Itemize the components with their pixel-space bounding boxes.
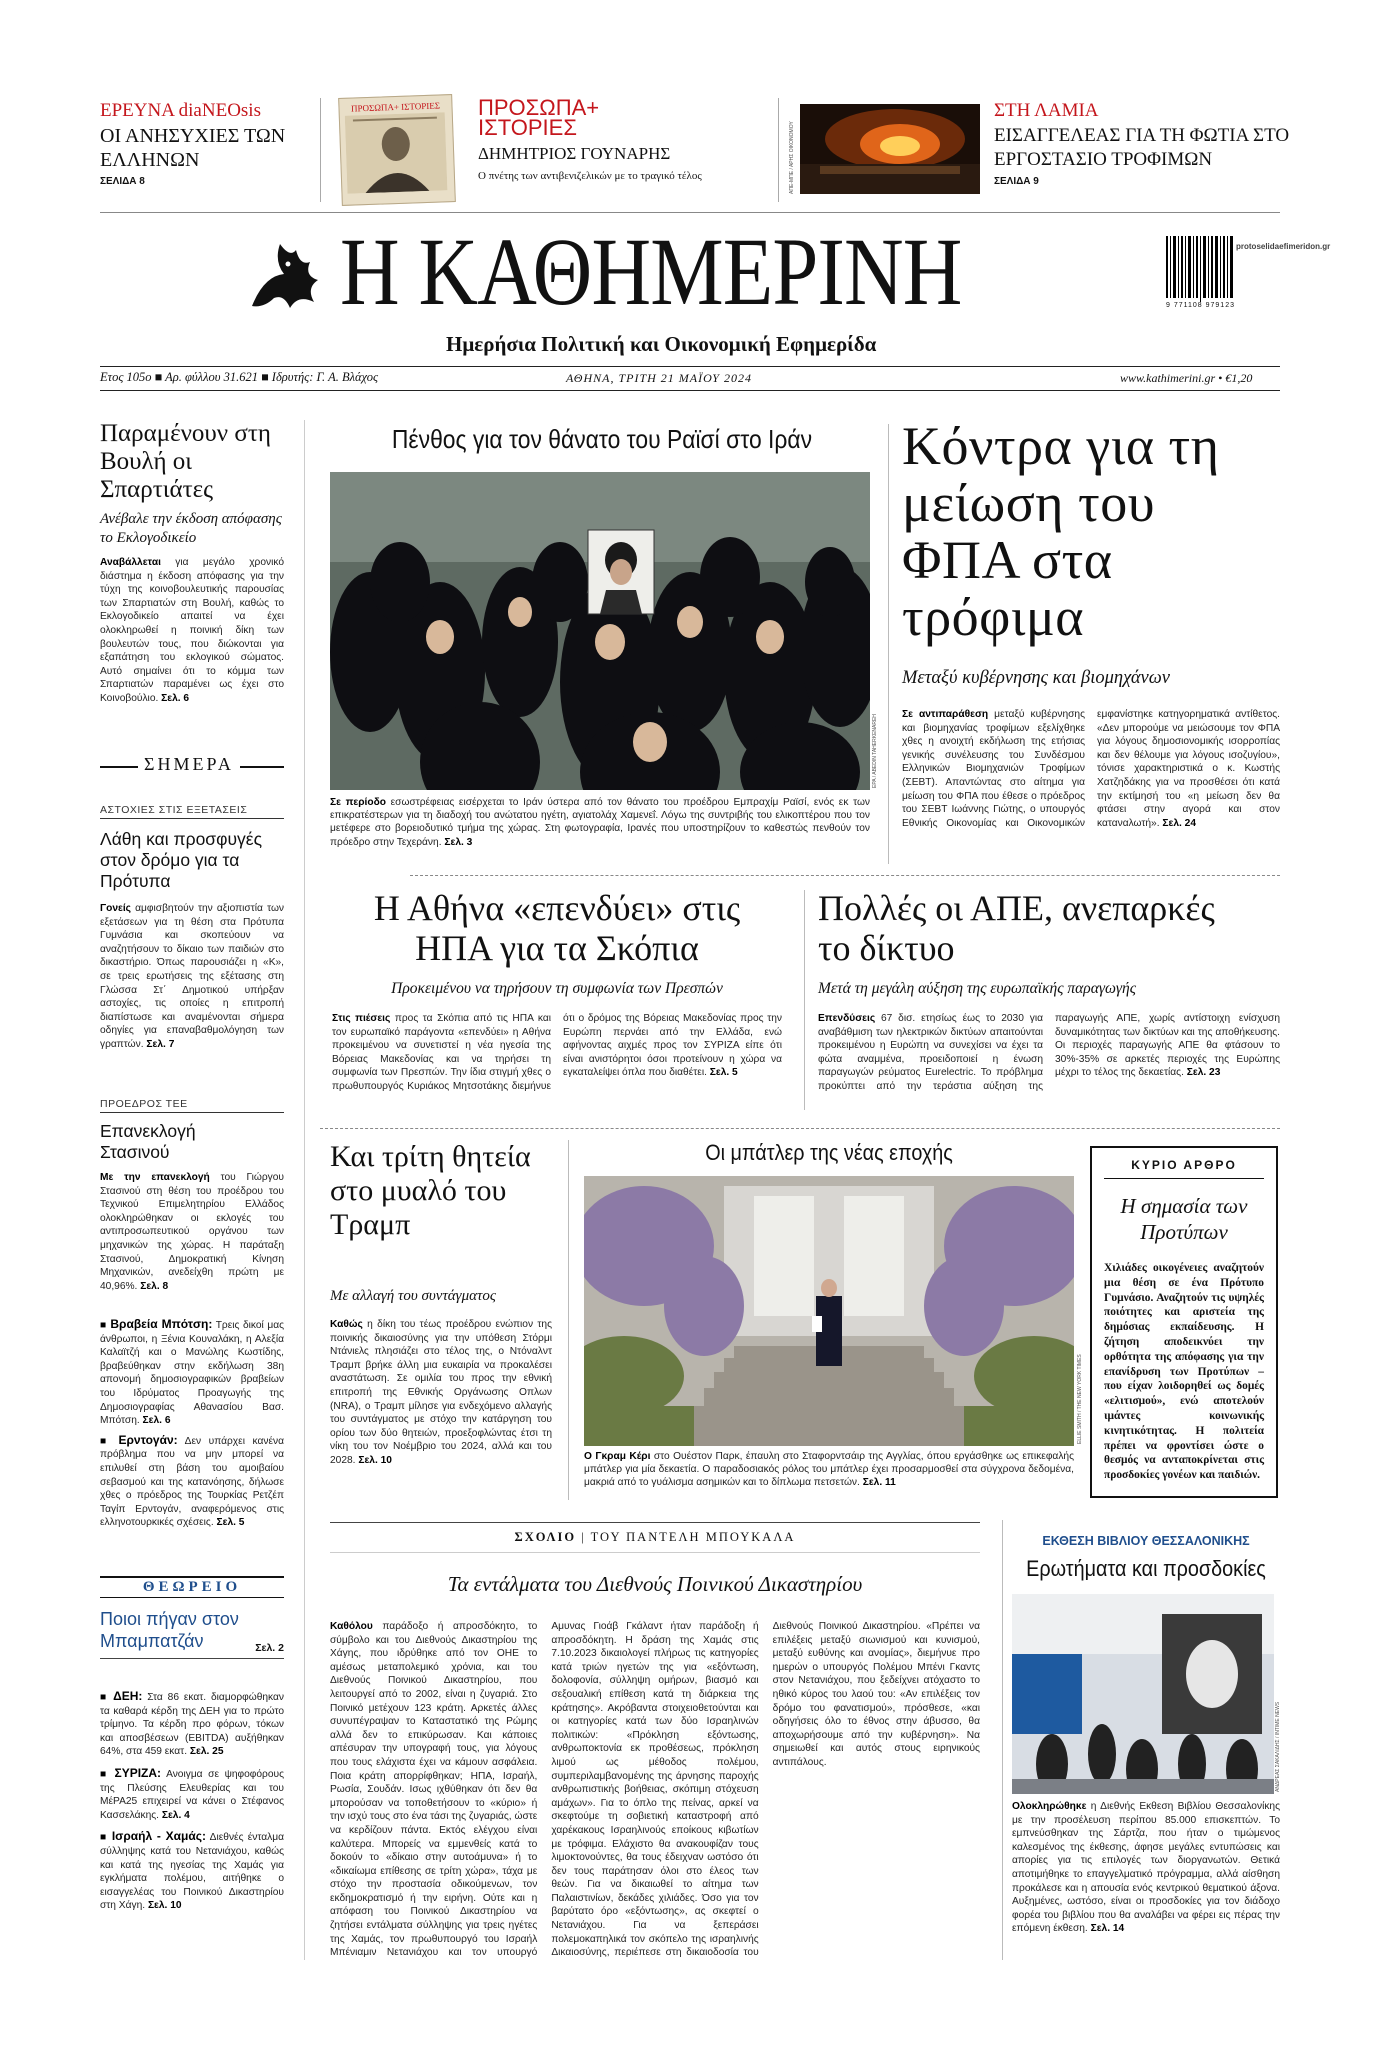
skopia-body (332, 1012, 782, 1116)
section-label: ΘΕΩΡΕΙΟ (142, 1579, 242, 1595)
brief-body: Δεν υπάρχει κανένα πρόβλημα που να μην μπορεί να επιλυθεί στη βάση του αμοιβαίου σεβασμού και της κατανόησης, δήλωσε χθες ο πρόεδρος της Τουρκίας Ρετζέπ Ταγίπ Ερντογάν, αναφερόμενος στις ελληνοτουρκικές σχέσεις. (100, 1435, 285, 1529)
comment-body (330, 1620, 980, 1960)
story-lead: Καθόλου (330, 1621, 373, 1632)
story-lead: Με την επανεκλογή (100, 1172, 210, 1183)
teaser-kicker: ΠΡΟΣΩΠΑ+ ΙΣΤΟΡΙΕΣ (478, 95, 600, 140)
brief-lead: Ισραήλ - Χαμάς: (111, 1829, 206, 1844)
teaser-page: ΣΕΛΙΔΑ 9 (994, 176, 1039, 187)
caption-body: στο Ουέστον Παρκ, έπαυλη στο Σταφορντσάιρ της Αγγλίας, όπου εργάσθηκε ως επικεφαλής μπάτλερ για μία δεκαετία. Ο παραδοσιακός ρόλος του μπάτλερ έχει προσαρμοσθεί στα σύγχρονα δεδομένα, μακριά από το γυάλισμα ασημικών και το δίπλωμα πετσετών. (584, 1451, 1074, 1489)
babatzan-story[interactable] (100, 1608, 284, 1659)
story-label: ΑΣΤΟΧΙΕΣ ΣΤΙΣ ΕΞΕΤΑΣΕΙΣ (100, 804, 284, 819)
thumbnail-label: ΠΡΟΣΩΠΑ+ ΙΣΤΟΡΙΕΣ (350, 100, 441, 114)
butler-photo (584, 1176, 1074, 1446)
barcode-number: 9 771108 979123 (1166, 302, 1235, 309)
brief-item[interactable]: ■ Βραβεία Μπότση: Τρεις δικοί μας άνθρωποι, η Ξένια Κουναλάκη, η Αλεξία Καλαϊτζή και ο Μανώλης Κωστίδης, βραβεύθηκαν στην εκδήλωση 38η απονομή δημοσιογραφικών βραβείων του Ιδρύματος Προαγωγής της Δημοσιογραφίας Αθανασίου Βασ. Μπότση. Σελ. 6 (100, 1317, 284, 1427)
fpa-body (902, 708, 1280, 864)
page-ref[interactable]: Σελ. 5 (216, 1517, 245, 1529)
story-title: Ποιοι πήγαν στον Μπαμπατζάν (100, 1609, 239, 1651)
editorial-body: Χιλιάδες οικογένειες αναζητούν μια θέση σε ένα Πρότυπο Γυμνάσιο. Αναζητούν τις υψηλές ποιότητες και αριστεία της δημόσιας εκπαίδευσης. Η ζήτηση αποδεικνύει την ορθότητα της απόφασης για την επανίδρυση των Προτύπων – που είχαν λοιδορηθεί ως δομές «ελιτισμού», ενώ αποτελούν ιμάντες κοινωνικής κινητικότητας. Η πολιτεία πρέπει να φροντίσει ώστε ο θεσμός να ανταποκρίνεται στις προσδοκίες γονέων και παιδιών. (1104, 1262, 1264, 1482)
story-lead: Καθώς (330, 1319, 363, 1330)
story-body: για μεγάλο χρονικό διάστημα η έκδοση απόφασης για την τύχη της κοινοβουλευτικής παρουσίας των Σπαρτιατών στη Βουλή, καθώς το Εκλογοδικείο απαιτεί να έχει ολοκληρωθεί η ποινική δίκη των βουλευτών τους, που διώκονται για εξαπάτηση του εκλογικού σώματος. Αυτό σημαίνει ότι το κόμμα των Σπαρτιατών παραμένει ως έχει στο Κοινοβούλιο. (100, 557, 284, 704)
exams-story[interactable] (100, 804, 284, 1052)
teaser-thumbnail[interactable] (338, 94, 456, 206)
page-ref[interactable]: Σελ. 6 (142, 1415, 171, 1427)
portrait-image (345, 112, 448, 193)
book-label: ΕΚΘΕΣΗ ΒΙΒΛΙΟΥ ΘΕΣΣΑΛΟΝΙΚΗΣ (1042, 1534, 1250, 1548)
factory-fire-photo (800, 104, 980, 194)
brief-item[interactable]: ■ ΣΥΡΙΖΑ: Ανοιγμα σε ψηφοφόρους της Πλεύσης Ελευθερίας και του ΜέΡΑ25 επιχειρεί να κάνει ο Στέφανος Κασσελάκης. Σελ. 4 (100, 1765, 284, 1821)
story-lead: Σε αντιπαράθεση (902, 709, 989, 720)
teaser-title: ΕΙΣΑΓΓΕΛΕΑΣ ΓΙΑ ΤΗ ΦΩΤΙΑ ΣΤΟ ΕΡΓΟΣΤΑΣΙΟ ΤΡΟΦΙΜΩΝ (994, 125, 1290, 170)
teaser-title: ΔΗΜΗΤΡΙΟΣ ΓΟΥΝΑΡΗΣ (478, 144, 671, 163)
iran-headline[interactable]: Πένθος για τον θάνατο του Ραϊσί στο Ιράν (391, 424, 813, 454)
fpa-deck: Μεταξύ κυβέρνησης και βιομηχάνων (902, 668, 1171, 688)
fpa-headline[interactable]: Κόντρα για τη μείωση του ΦΠΑ στα τρόφιμα (902, 416, 1220, 647)
barcode-bars (1166, 236, 1234, 302)
trump-body (330, 1318, 552, 1468)
ape-body (818, 1012, 1280, 1116)
comment-title[interactable]: Τα εντάλματα του Διεθνούς Ποινικού Δικαστηρίου (447, 1572, 863, 1596)
butler-caption (584, 1450, 1074, 1490)
section-label: ΣΗΜΕΡΑ (138, 754, 240, 775)
teaser-title: ΟΙ ΑΝΗΣΥΧΙΕΣ ΤΩΝ ΕΛΛΗΝΩΝ (100, 125, 286, 171)
iran-caption (330, 796, 870, 849)
theoreio-header (100, 1576, 284, 1598)
brief-body: Στα 86 εκατ. διαμορφώθηκαν τα καθαρά κέρδη της ΔΕΗ για το πρώτο τρίμηνο. Τα κέρδη προ φόρων, τόκων και αποσβέσεων (EBITDA) αυξήθηκαν 64%, στα 459 εκατ. (100, 1692, 284, 1758)
skopia-deck: Προκειμένου να τηρήσουν τη συμφωνία των Πρεσπών (391, 980, 723, 997)
teaser-kicker-brand: diaNEOsis (178, 100, 261, 121)
masthead-tagline: Ημερήσια Πολιτική και Οικονομική Εφημερίδα (446, 332, 877, 356)
page-ref[interactable]: Σελ. 23 (1186, 1067, 1221, 1079)
page-ref[interactable]: Σελ. 14 (1090, 1923, 1125, 1935)
caption-body: η Διεθνής Εκθεση Βιβλίου Θεσσαλονίκης με την προσέλευση περίπου 85.000 επισκεπτών. Το εμπνεύσθηκαν της Σάρτζα, που ήταν ο τιμώμενος καλεσμένος της έκθεσης, άφησε μεγάλες εντυπώσεις και απορίες για τις επιλογές των διοργανωτών. Θετικά αποτιμήθηκε το επαγγελματικό πρόγραμμα, αλλά αίσθηση προκάλεσε και η απουσία ενός κεντρικού θεματικού άξονα. Αυξημένες, ωστόσο, είναι οι προσδοκίες για τον διάδοχο φορέα του βιβλίου που θα αναλάβει να φέρει εις πέρας την επόμενη έκθεση. (1012, 1801, 1280, 1935)
photo-credit: ELLIE SMITH / THE NEW YORK TIMES (1077, 1354, 1083, 1444)
story-lead: Ολοκληρώθηκε (1012, 1801, 1087, 1812)
photo-credit: ΑΠΕ-ΜΠΕ / ΑΡΗΣ ΟΙΚΟΝΟΜΟΥ (789, 121, 795, 194)
trump-headline[interactable]: Και τρίτη θητεία στο μυαλό του Τραμπ (330, 1140, 531, 1241)
iran-mourning-photo (330, 472, 870, 790)
story-body: η δίκη του τέως προέδρου ενώπιον της ποινικής δικαιοσύνης για την υπόθεση Στόρμι Ντάνιελς πλησιάζει στο τέλος της, ο Ντόναλντ Τραμπ βρήκε άλλη μια ευκαιρία να προκαλέσει αναστάτωση. Σε ομιλία του προς την εθνική επιτροπή της Εθνικής Οργάνωσης Οπλων (NRA), ο Τραμπ μίλησε για ενδεχόμενο αλλαγής του συντάγματος με στόχο την κατάργηση του ορίου των δύο θητειών, προεξοφλώντας έτσι τη νίκη του τον Νοέμβριο του 2024, αλλά και του 2028. (330, 1319, 552, 1466)
story-body: 67 δισ. ετησίως έως το 2030 για αναβάθμιση των ηλεκτρικών δικτύων απαιτούνται προκειμένου η Ευρώπη να συνεχίσει να έχει τα φώτα αναμμένα, προειδοποιεί η ένωση παραγωγών ρεύματος Eurelectric. Το πρόβλημα προκύπτει από την τεράστια αύξηση της παραγωγής ΑΠΕ, χωρίς αντίστοιχη ενίσχυση δυναμικότητας των δικτύων και της αποθήκευσης. Οι περιοχές παραγωγής ΑΠΕ θα φτάσουν το 30%-35% σε αρκετές περιοχές της Ευρώπης μέχρι το τέλος της δεκαετίας. (818, 1013, 1280, 1092)
editorial-box[interactable] (1090, 1146, 1278, 1498)
teaser-page: ΣΕΛΙΔΑ 8 (100, 176, 145, 187)
story-title: Επανεκλογή Στασινού (100, 1121, 196, 1162)
story-lead: Γονείς (100, 903, 131, 914)
website-price[interactable]: www.kathimerini.gr • €1,20 (1120, 371, 1253, 385)
teaser-prosopa[interactable] (478, 95, 758, 182)
griffin-logo-icon (244, 236, 330, 316)
page-ref[interactable]: Σελ. 10 (358, 1454, 392, 1466)
brief-lead: Βραβεία Μπότση: (110, 1317, 213, 1331)
simera-header (100, 754, 284, 778)
teaser-diaNEOsis[interactable] (100, 100, 310, 187)
story-title: Παραμένουν στη Βουλή οι Σπαρτιάτες (100, 420, 271, 503)
brief-body: Διεθνές ένταλμα σύλληψης κατά του Νετανιάχου, καθώς και κατά της ηγεσίας της Χαμάς για εγκλήματα πολέμου, αιτήθηκε ο εισαγγελέας του Ποινικού Δικαστηρίου στη Χάγη. (100, 1832, 284, 1912)
barcode-site: protoselidaefimeridon.gr (1236, 242, 1331, 251)
brief-lead: ΔΕΗ: (113, 1689, 143, 1703)
masthead-title: Η ΚΑΘΗΜΕΡΙΝΗ (340, 218, 962, 325)
brief-item[interactable]: ■ Ερντογάν: Δεν υπάρχει κανένα πρόβλημα που να μην μπορεί να επιλυθεί στη βάση του αμοιβαίου σεβασμού και της κατανόησης, δήλωσε χθες ο πρόεδρος της Τουρκίας Ρετζέπ Ταγίπ Ερντογάν, αναφερόμενος στις ελληνοτουρκικές σχέσεις. Σελ. 5 (100, 1432, 285, 1529)
story-title: Λάθη και προσφυγές στον δρόμο για τα Πρότυπα (100, 829, 263, 891)
story-label: ΠΡΟΕΔΡΟΣ ΤΕΕ (100, 1098, 284, 1113)
comment-author: ΤΟΥ ΠΑΝΤΕΛΗ ΜΠΟΥΚΑΛΑ (590, 1530, 796, 1544)
brief-item[interactable]: ■ ΔΕΗ: Στα 86 εκατ. διαμορφώθηκαν τα καθαρά κέρδη της ΔΕΗ για το πρώτο τρίμηνο. Τα κέρδη προ φόρων, τόκων και αποσβέσεων (EBITDA) αυξήθηκαν 64%, στα 459 εκατ. Σελ. 25 (100, 1689, 284, 1758)
tee-story[interactable] (100, 1098, 284, 1293)
page-ref[interactable]: Σελ. 7 (146, 1038, 175, 1050)
ape-deck: Μετά τη μεγάλη αύξηση της ευρωπαϊκής παραγωγής (818, 980, 1137, 997)
book-headline[interactable]: Ερωτήματα και προσδοκίες (1026, 1556, 1266, 1581)
brief-lead: ΣΥΡΙΖΑ: (114, 1765, 162, 1780)
butler-headline[interactable]: Οι μπάτλερ της νέας εποχής (705, 1140, 953, 1165)
story-lead: Στις πιέσεις (332, 1013, 391, 1024)
story-body: του Γιώργου Στασινού στη θέση του προέδρου του Τεχνικού Επιμελητηρίου Ελλάδος ολοκληρώθηκαν οι εκλογές του αντιπροσωπευτικού οργάνου των μηχανικών της χώρας. Η παράταξη Στασινού, Δημοκρατική Κίνηση Μηχανικών, ανεδείχθη πρώτη με 40,96%. (100, 1172, 284, 1292)
story-deck: Ανέβαλε την έκδοση απόφασης το Εκλογοδικείο (100, 511, 282, 546)
page-ref[interactable]: Σελ. 8 (140, 1280, 169, 1292)
page-ref[interactable]: Σελ. 5 (709, 1067, 738, 1079)
issue-info: Ετος 105ο ■ Αρ. φύλλου 31.621 ■ Ιδρυτής: Γ. Α. Βλάχος (100, 370, 379, 384)
page-ref[interactable]: Σελ. 25 (189, 1746, 224, 1758)
trump-deck: Με αλλαγή του συντάγματος (330, 1288, 496, 1304)
photo-credit: ΑΝΔΡΕΑΣ ΣΑΚΑΛΙΔΗΣ / INTIME NEWS (1275, 1701, 1281, 1792)
story-lead: Αναβάλλεται (100, 557, 161, 568)
teaser-sub: Ο πνέτης των αντιβενιζελικών με το τραγικό τέλος (478, 170, 702, 182)
comment-label: ΣΧΟΛΙΟ | ΤΟΥ ΠΑΝΤΕΛΗ ΜΠΟΥΚΑΛΑ (514, 1530, 796, 1544)
book-fair-photo (1012, 1594, 1274, 1794)
page-ref[interactable]: Σελ. 3 (444, 836, 473, 848)
editorial-title: Η σημασία των Προτύπων (1120, 1194, 1248, 1244)
story-body: μεταξύ κυβέρνησης και βιομηχανίας τροφίμων εξελίχθηκε χθες η ανοιχτή εκδήλωση της ετήσιας γενικής συνέλευσης του Συνδέσμου Ελληνικών Βιομηχανιών Τροφίμων (ΣΕΒΤ). Απαντώντας στο αίτημα για μείωση του ΦΠΑ που έθεσε ο πρόεδρος του ΣΕΒΤ Ιωάννης Γιώτης, ο υπουργός Εθνικής Οικονομίας και Οικονομικών εμφανίστηκε κατηγορηματικά αντίθετος. «Δεν μπορούμε να μειώσουμε τον ΦΠΑ για λόγους δημοσιονομικής ισορροπίας και δεν θέλουμε για λόγους ισοζυγίου», τόνισε χαρακτηριστικά ο κ. Κωστής Χατζηδάκης για να προσθέσει ότι κατά την εκτίμησή του «η μείωση δεν θα φτάσει στην αγορά και στον καταναλωτή». (902, 709, 1280, 829)
brief-body: Τρεις δικοί μας άνθρωποι, η Ξένια Κουναλάκη, η Αλεξία Καλαϊτζή και ο Μανώλης Κωστίδης, βραβεύθηκαν στην εκδήλωση 38η απονομή δημοσιογραφικών βραβείων του Ιδρύματος Προαγωγής της Δημοσιογραφίας Αθανασίου Βασ. Μπότση. (100, 1320, 284, 1427)
story-body: αμφισβητούν την αξιοπιστία των εξετάσεων για τη θέση στα Πρότυπα Γυμνάσια και σκοπεύουν να αναζητήσουν το δίκαιο των παιδιών στο δικαστήριο. Όπως παρουσιάζει η «Κ», σε τρεις ερωτήσεις της εξέτασης στη Γλώσσα Στ΄ Δημοτικού υπήρξαν αστοχίες, τις οποίες η επιτροπή διαπίστωσε και αναμένονται σήμερα οδηγίες για επαναβαθμολόγηση των γραπτών. (100, 903, 284, 1050)
page-ref[interactable]: Σελ. 11 (862, 1477, 896, 1489)
brief-item[interactable]: ■ Ισραήλ - Χαμάς: Διεθνές ένταλμα σύλληψης κατά του Νετανιάχου, καθώς και κατά της ηγεσίας της Χαμάς για εγκλήματα πολέμου, αιτήθηκε ο εισαγγελέας του Ποινικού Δικαστηρίου στη Χάγη. Σελ. 10 (100, 1829, 284, 1912)
teaser-kicker: ΕΡΕΥΝΑ (100, 100, 179, 121)
page-ref[interactable]: Σελ. 4 (161, 1809, 190, 1821)
brief-lead: Ερντογάν: (118, 1432, 178, 1447)
briefs-list (100, 1318, 284, 1530)
photo-credit: EPA / ABEDIN TAHERKENAREH (872, 714, 878, 788)
book-caption (1012, 1800, 1280, 1936)
page-ref[interactable]: Σελ. 6 (161, 692, 190, 704)
page-ref[interactable]: Σελ. 10 (147, 1900, 182, 1912)
story-body: προς τα Σκόπια από τις ΗΠΑ και τον ευρωπαϊκό παράγοντα «επενδύει» η Αθήνα προκειμένου να συνετιστεί η νέα ηγεσία της Βόρειας Μακεδονίας και να τηρήσει τη συμφωνία των Πρεσπών. Την ίδια στιγμή χθες ο πρωθυπουργός Κυριάκος Μητσοτάκης διεμήνυε ότι ο δρόμος της Βόρειας Μακεδονίας προς την Ευρώπη περνάει από την Ελλάδα, ενώ αφήνοντας αιχμές προς τον ΣΥΡΙΖΑ είπε ότι είναι ανιστόρητοι όσοι προτείνουν η χώρα να εγκαταλείψει όπλα που διαθέτει. (332, 1013, 782, 1092)
page-ref[interactable]: Σελ. 24 (1162, 817, 1197, 829)
sparti-story[interactable] (100, 420, 284, 706)
page-ref[interactable]: Σελ. 2 (255, 1642, 284, 1654)
issue-date: ΑΘΗΝΑ, ΤΡΙΤΗ 21 ΜΑΪΟΥ 2024 (566, 371, 752, 385)
barcode (1166, 236, 1331, 312)
skopia-headline[interactable]: Η Αθήνα «επενδύει» στις ΗΠΑ για τα Σκόπια (373, 888, 741, 968)
brief-body: Ανοιγμα σε ψηφοφόρους της Πλεύσης Ελευθερίας και του ΜέΡΑ25 επιχειρεί να κάνει ο Στέφανος Κασσελάκης. (100, 1768, 284, 1821)
ape-headline[interactable]: Πολλές οι ΑΠΕ, ανεπαρκές το δίκτυο (818, 888, 1215, 968)
story-body: παράδοξο ή απροσδόκητο, το σύμβολο και του Διεθνούς Δικαστηρίου της Χάγης, που ιδρύθηκε από τον ΟΗΕ το αμέσως μεταπολεμικό χρόνια, και του Διεθνούς Ποινικού Δικαστηρίου, που λειτουργεί από το 2002, είναι η ζυγαριά. Στο Ποινικό μετέχουν 123 κράτη. Αρκετές άλλες συνυπέγραψαν το Καταστατικό της Ρώμης αλλά δεν το επικύρωσαν. Και κάποιες απέσυραν την υπογραφή τους, για λόγους που τους ελάχιστα έχει να κάμουν ασφάλεια. Ποια κράτη απορρίφθηκαν; ΗΠΑ, Ισραήλ, Ρωσία, Σουδάν. Ισως ιχθύθηκαν ότι δεν θα μπορούσαν να τοποθετήσουν το «κύριο» ή την ισχύ τους στο ένα τάσι της ζυγαριάς, ώστε να κερδίζουν πάντα. Εκτός ελέγχου είναι καλύτερα. Μπορείς να εμμενθείς κατά το δοκούν το «δίκαιο στην αυτοάμυνα» ή το «δικαίωμα επίθεσης σε τρίτη χώρα», τάχα με στόχο την προστασία οδικούμενων, τον εκδημοκρατισμό ή την ειρήνη. Ούτε και η απόφαση του Ποινικού Δικαστηρίου να ζητήσει εντάλματα σύλληψης για τρεις ηγέτες της Χαμάς, τον πρωθυπουργό του Ισραήλ Μπένιαμιν Νετανιάχου και τον υπουργό Αμυνας Γιοάβ Γκάλαντ ήταν παράδοξη ή απροσδόκητη. Η δράση της Χαμάς στις 7.10.2023 δικαιολογεί πλήρως τις κατηγορίες κατά τριών ηγετών της για «εξόντωση, δολοφονία, σύλληψη ομήρων, βιασμό και σεξουαλική επίθεση κατά τη διάρκεια της κράτησης». Ακρόβαντα στοιχειοθετούνται και οι κατηγορίες κατά των δύο Ισραηλινών πολιτικών: «Πρόκληση εξόντωσης, ανθρωποκτονία εκ προθέσεως, πρόκληση λιμού ως μέθοδος πολέμου, συμπεριλαμβανομένης της άρνησης παροχής ανθρωπιστικής βοήθειας, σκόπιμη στόχευση αμάχων». Για το όπλο της πείνας, αρκεί να σκεφτούμε τη σοβιετική καταστροφή από χαρέκακους Ισραηλινούς εποίκους κιβωτίων με τρόφιμα. Ελάχιστο θα ανακουφίζαν τους λιμοκτονούντες, θα τους έδειχναν ωστόσο ότι δεν τους παράτησαν όλοι στο έλεος των θεών. Για να δικαιωθεί το αίτημα των Παλαιστινίων, δεκάδες χιλιάδες. Όσο για τον βαρύτατο όρο «εξόντωσης», ας σκεφτεί ο Νετανιάχου. Για να ξεπεράσει πολεμοκαπηλικά τον σκόπελο της ισραηλινής Δικαιοσύνης, περιέπεσε στη δικαιοδοσία του Διεθνούς Ποινικού Δικαστηρίου. «Πρέπει να επιλέξεις μεταξύ σιωνισμού και κυνισμού, μεταξύ ευθύνης και ανομίας», διεμήνυε προ ημερών ο υπουργός Πολέμου Μπένι Γκαντς στον Νετανιάχου, που ξεδείχνει ατόχαστο το ηθικό κύρος του λαού του: «Αν επιλέξεις τον δρόμο του φανατισμού», πρόσθεσε, «και οδηγήσεις όλο το έθνος στην άβυσσο, θα αποχωρήσουμε από την κυβέρνηση». Να σημειωθεί και αυτός στους ειρηνικούς αντιπάλους. (330, 1621, 980, 1959)
editorial-label: ΚΥΡΙΟ ΑΡΘΡΟ (1104, 1158, 1264, 1179)
briefs-list-2 (100, 1690, 284, 1913)
caption-body: εσωστρέφειας εισέρχεται το Ιράν ύστερα από τον θάνατο του προέδρου Εμπραχίμ Ραϊσί, ενός εκ των επικρατέστερων για τη διαδοχή του ανώτατου ηγέτη, αγιατολάχ Χαμενεΐ. Λόγω της συντριβής του ελικοπτέρου που τον μετέφερε στο βορειοδυτικό τμήμα της χώρας. Στη φωτογραφία, Ιρανές που υποστηρίζουν το καθεστώς πενθούν τον πρόεδρο στην Τεχεράνη. (330, 797, 870, 848)
comment-section: ΣΧΟΛΙΟ (514, 1530, 577, 1544)
story-lead: Επενδύσεις (818, 1013, 876, 1024)
story-lead: Ο Γκραμ Κέρι (584, 1451, 651, 1462)
teaser-kicker: ΣΤΗ ΛΑΜΙΑ (994, 100, 1099, 121)
story-lead: Σε περίοδο (330, 797, 386, 808)
teaser-lamia[interactable] (994, 100, 1294, 187)
